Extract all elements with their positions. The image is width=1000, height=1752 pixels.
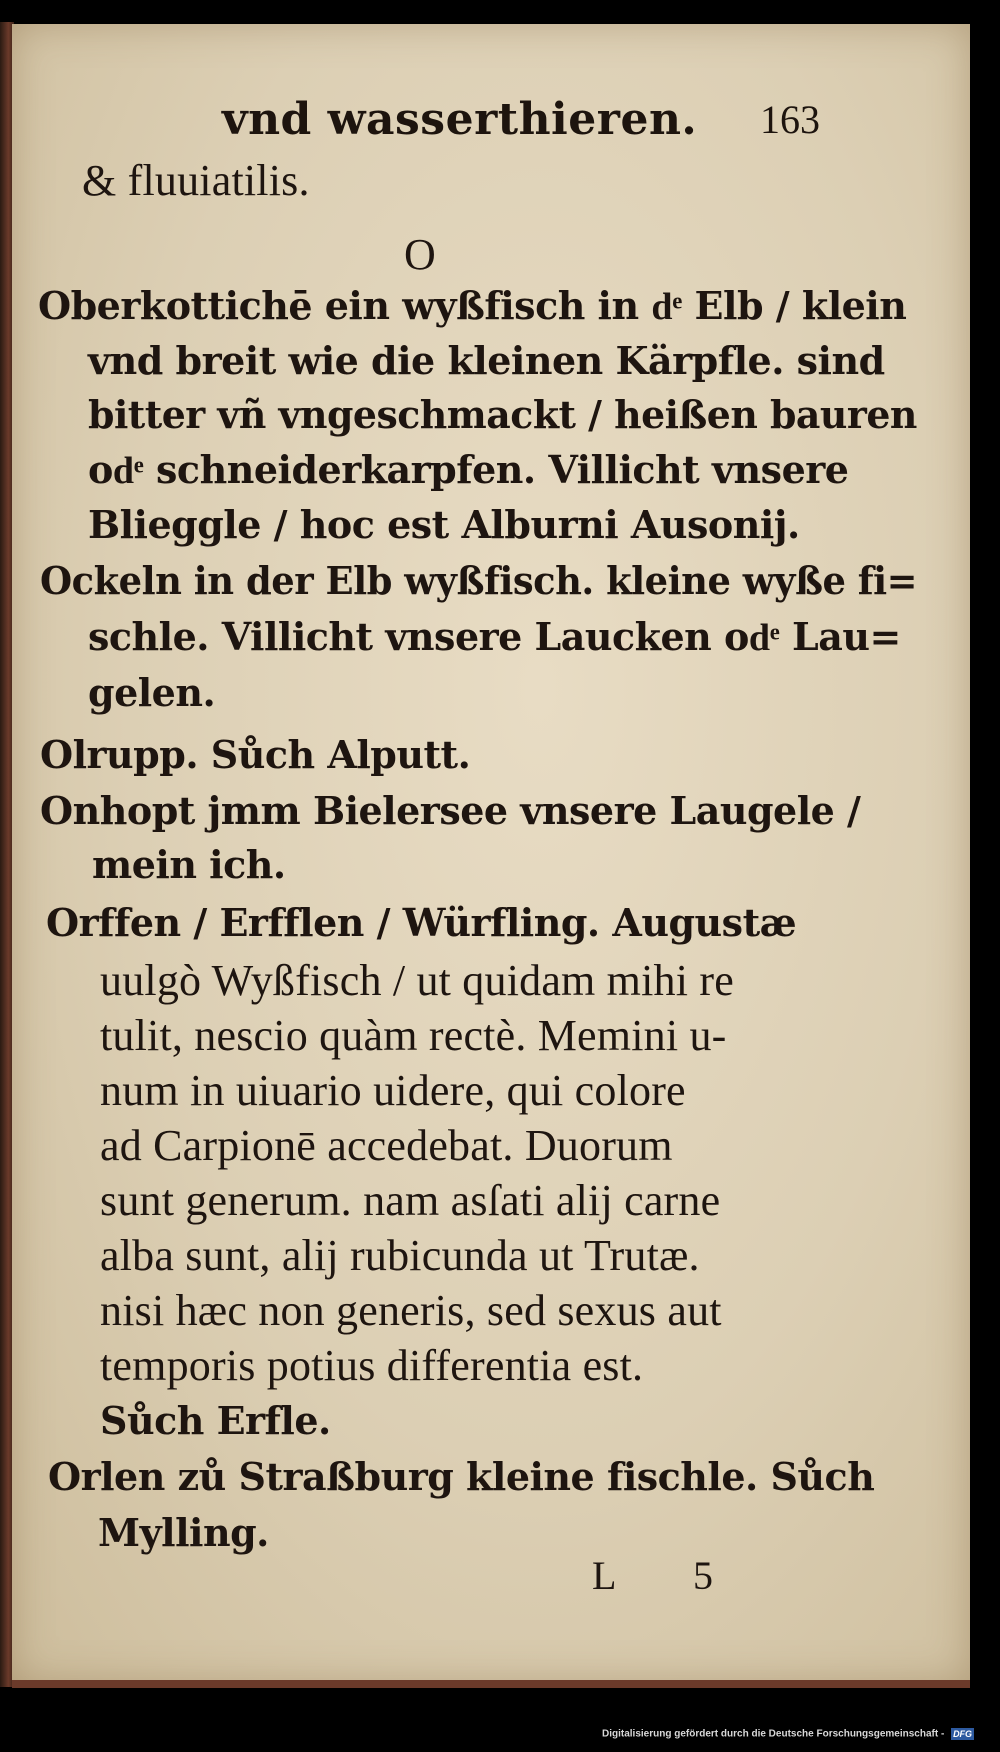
text-line: schle. Villicht vnsere Laucken odͤ Lau=: [88, 614, 901, 659]
text-block: [12, 24, 970, 1684]
text-line: bitter vñ vngeschmackt / heißen bauren: [88, 392, 917, 437]
text-line: Oberkottichē ein wyßfisch in dͤ Elb / klein: [38, 283, 907, 328]
section-letter: O: [404, 230, 436, 279]
text-line: Olrupp. Sůch Alputt.: [40, 732, 471, 777]
text-line: Sůch Erfle.: [100, 1398, 331, 1443]
text-line: gelen.: [88, 670, 216, 715]
text-line: nisi hæc non generis, sed sexus aut: [100, 1286, 722, 1335]
text-line: vnd breit wie die kleinen Kärpfle. sind: [88, 338, 885, 383]
text-line: tulit, nescio quàm rectè. Memini u-: [100, 1011, 727, 1060]
text-line: Ockeln in der Elb wyßfisch. kleine wyße fi=: [40, 558, 918, 603]
text-line: Blieggle / hoc est Alburni Ausonij.: [88, 502, 800, 547]
text-line: Mylling.: [98, 1510, 269, 1555]
running-title: vnd wasserthieren.: [222, 94, 698, 145]
text-line: num in uiuario uidere, qui colore: [100, 1066, 686, 1115]
text-line: sunt generum. nam asſati alij carne: [100, 1176, 721, 1225]
text-line: temporis potius differentia est.: [100, 1341, 644, 1390]
book-page: [12, 24, 970, 1684]
digitization-credit: [602, 1728, 974, 1740]
text-line: alba sunt, alij rubicunda ut Trutæ.: [100, 1231, 700, 1280]
text-line: & fluuiatilis.: [82, 156, 310, 205]
text-line: odͤ schneiderkarpfen. Villicht vnsere: [88, 447, 849, 492]
text-line: mein ich.: [92, 842, 286, 887]
text-line: Orffen / Erfflen / Würfling. Augustæ: [46, 900, 797, 945]
signature-mark: L 5: [592, 1553, 747, 1598]
text-line: ad Carpionē accedebat. Duorum: [100, 1121, 673, 1170]
page-number: 163: [760, 97, 820, 142]
page-edge-bottom: [12, 1680, 970, 1688]
credit-text: Digitalisierung gefördert durch die Deutsche Forschungsgemeinschaft -: [602, 1728, 945, 1740]
text-line: uulgò Wyßfisch / ut quidam mihi re: [100, 956, 734, 1005]
dfg-logo-icon: DFG: [953, 1729, 973, 1739]
text-line: Onhopt jmm Bielersee vnsere Laugele /: [40, 788, 861, 833]
text-line: Orlen zů Straßburg kleine fischle. Sůch: [48, 1454, 875, 1499]
